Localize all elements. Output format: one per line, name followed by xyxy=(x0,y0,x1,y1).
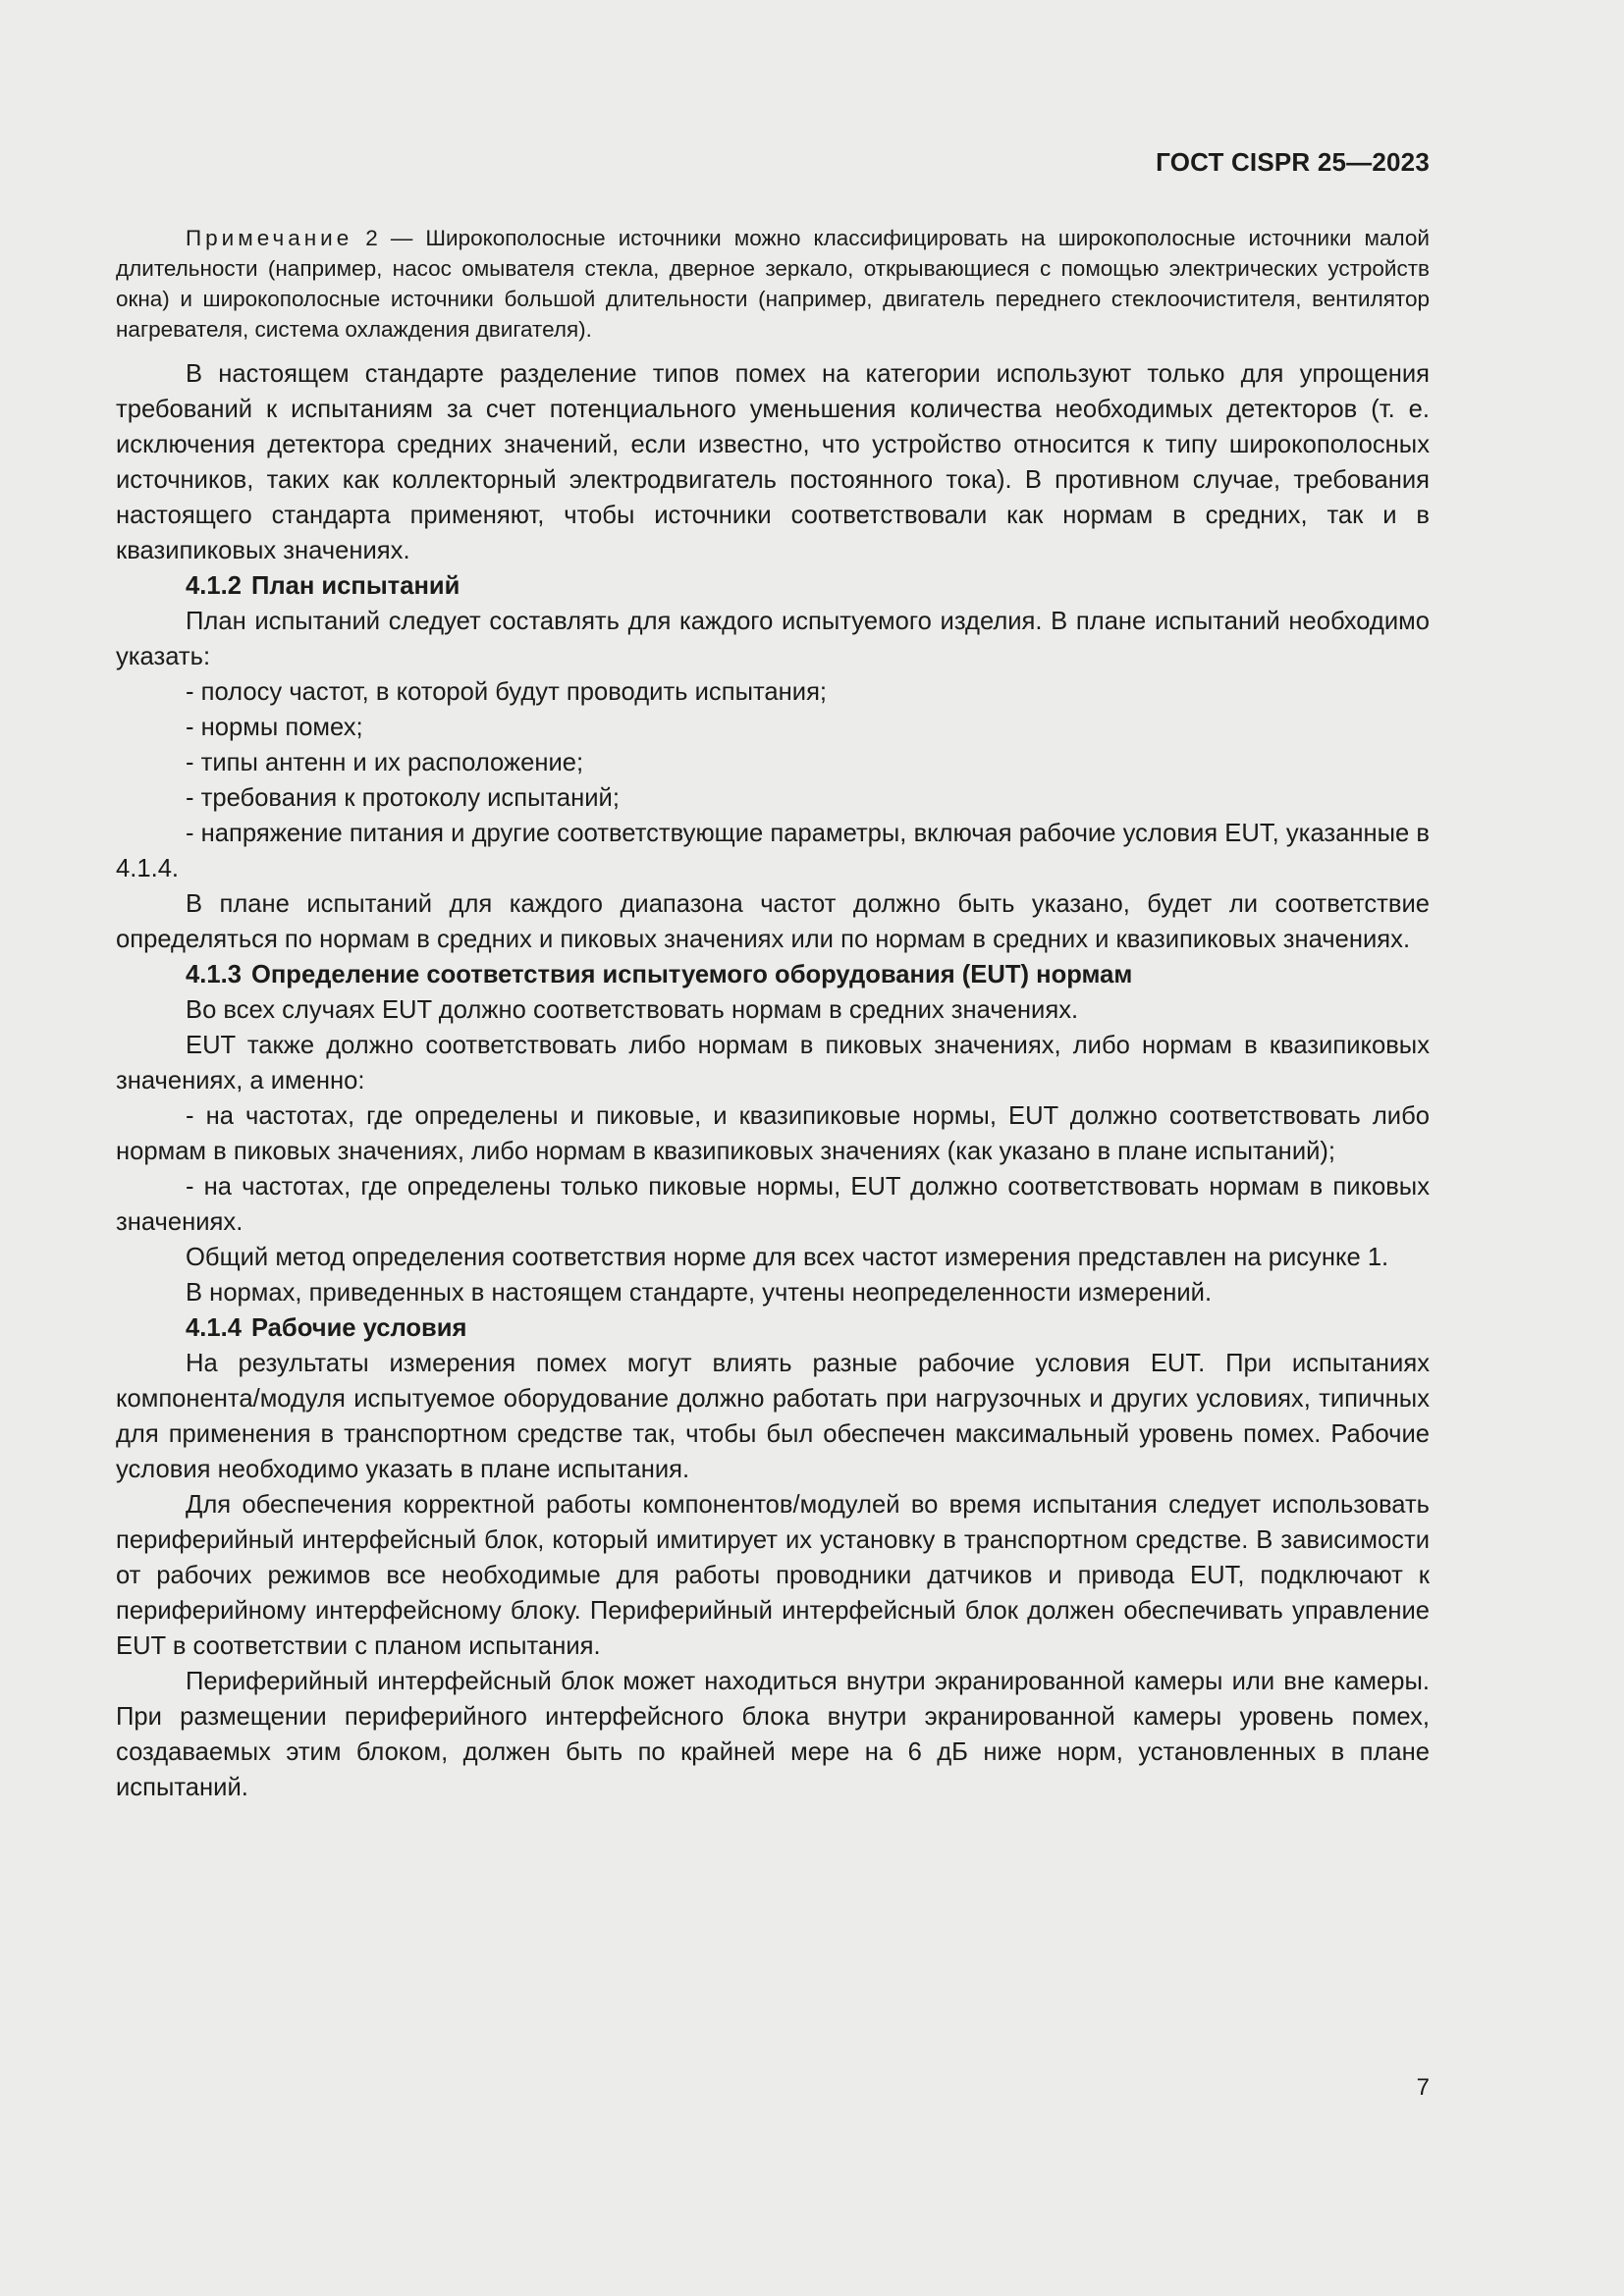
document-code-header: ГОСТ CISPR 25—2023 xyxy=(1156,147,1430,177)
page-number: 7 xyxy=(1416,2074,1430,2101)
list-item: - полосу частот, в которой будут проводить испытания; xyxy=(186,678,828,706)
section-heading-4-1-3 xyxy=(116,957,1430,992)
list-item: - требования к протоколу испытаний; xyxy=(186,784,620,812)
section-4-1-3-paragraph-4: В нормах, приведенных в настоящем стандарте, учтены неопределенности измерений. xyxy=(186,1279,1213,1307)
section-4-1-4-paragraph-2: Для обеспечения корректной работы компонентов/модулей во время испытания следует использовать периферийный интерфейсный блок, который имитирует их установку в транспортном средстве. В зависимости от рабочих режимов все необходимые для работы проводники датчиков и привода EUT, подключают к периферийному интерфейсному блоку. Периферийный интерфейсный блок должен обеспечивать управление EUT в соответствии с планом испытания. xyxy=(116,1491,1430,1660)
section-4-1-3-paragraph-2: EUT также должно соответствовать либо нормам в пиковых значениях, либо нормам в квазипиковых значениях, а именно: xyxy=(116,1032,1430,1095)
section-4-1-4-paragraph-3: Периферийный интерфейсный блок может находиться внутри экранированной камеры или вне камеры. При размещении периферийного интерфейсного блока внутри экранированной камеры уровень помех, создаваемых этим блоком, должен быть по крайней мере на 6 дБ ниже норм, установленных в плане испытаний. xyxy=(116,1668,1430,1801)
list-item: - типы антенн и их расположение; xyxy=(186,749,584,776)
note-text: 2 — Широкополосные источники можно классифицировать на широкополосные источники малой длительности (например, насос омывателя стекла, дверное зеркало, открывающиеся с помощью электрических устройств окна) и широкополосные источники большой длительности (например, двигатель переднего стеклоочистителя, вентилятор нагревателя, система охлаждения двигателя). xyxy=(116,226,1430,342)
list-item: - напряжение питания и другие соответствующие параметры, включая рабочие условия EUT, указанные в 4.1.4. xyxy=(116,820,1430,882)
section-4-1-2-paragraph-1: План испытаний следует составлять для каждого испытуемого изделия. В плане испытаний необходимо указать: xyxy=(116,608,1430,670)
section-4-1-3-paragraph-3: Общий метод определения соответствия норме для всех частот измерения представлен на рисунке 1. xyxy=(186,1244,1389,1271)
section-title: Рабочие условия xyxy=(250,1314,467,1342)
section-title: План испытаний xyxy=(250,572,460,600)
section-title: Определение соответствия испытуемого оборудования (EUT) нормам xyxy=(250,961,1133,988)
note-label: Примечание xyxy=(186,226,353,250)
note-2 xyxy=(116,223,1430,345)
section-number: 4.1.4 xyxy=(186,1314,242,1342)
section-heading-4-1-2 xyxy=(116,568,1430,604)
section-number: 4.1.3 xyxy=(186,961,242,988)
section-heading-4-1-4 xyxy=(116,1310,1430,1346)
list-item: - на частотах, где определены только пиковые нормы, EUT должно соответствовать нормам в пиковых значениях. xyxy=(116,1173,1430,1236)
document-body xyxy=(116,223,1430,1805)
intro-paragraph: В настоящем стандарте разделение типов помех на категории используют только для упрощения требований к испытаниям за счет потенциального уменьшения количества необходимых детекторов (т. е. исключения детектора средних значений, если известно, что устройство относится к типу широкополосных источников, таких как коллекторный электродвигатель постоянного тока). В противном случае, требования настоящего стандарта применяют, чтобы источники соответствовали как нормам в средних, так и в квазипиковых значениях. xyxy=(116,360,1430,564)
section-4-1-4-paragraph-1: На результаты измерения помех могут влиять разные рабочие условия EUT. При испытаниях компонента/модуля испытуемое оборудование должно работать при нагрузочных и других условиях, типичных для применения в транспортном средстве так, чтобы был обеспечен максимальный уровень помех. Рабочие условия необходимо указать в плане испытания. xyxy=(116,1350,1430,1483)
section-4-1-2-paragraph-2: В плане испытаний для каждого диапазона частот должно быть указано, будет ли соответствие определяться по нормам в средних и пиковых значениях или по нормам в средних и квазипиковых значениях. xyxy=(116,890,1430,953)
section-4-1-3-paragraph-1: Во всех случаях EUT должно соответствовать нормам в средних значениях. xyxy=(186,996,1079,1024)
section-number: 4.1.2 xyxy=(186,572,242,600)
list-item: - нормы помех; xyxy=(186,714,363,741)
list-item: - на частотах, где определены и пиковые, и квазипиковые нормы, EUT должно соответствовать либо нормам в пиковых значениях, либо нормам в квазипиковых значениях (как указано в плане испытаний); xyxy=(116,1102,1430,1165)
